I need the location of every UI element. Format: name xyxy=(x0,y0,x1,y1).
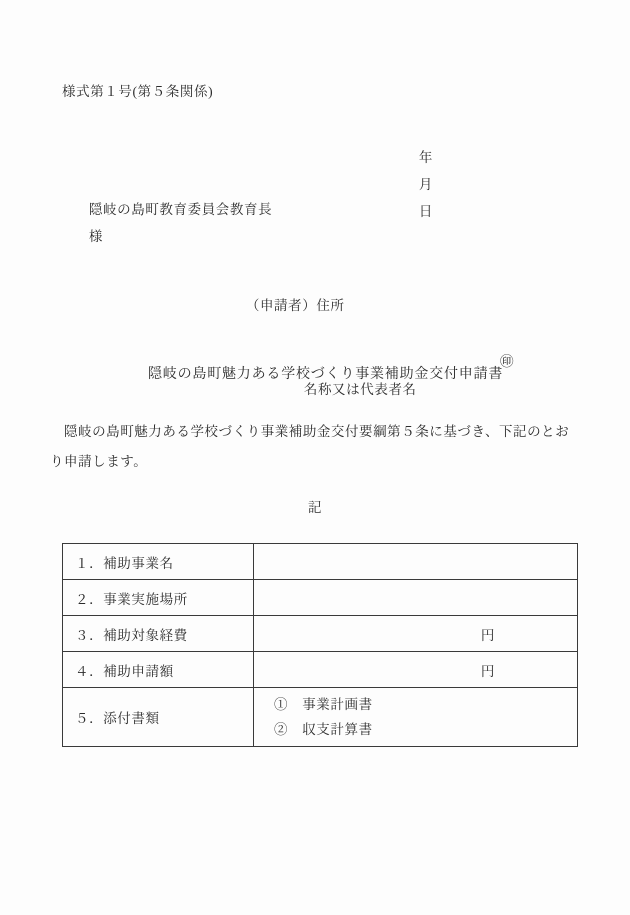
applicant-prefix: （申請者） xyxy=(245,298,317,313)
attachment-item-1: ① 事業計画書 xyxy=(274,697,373,712)
row-label-3: ３．補助対象経費 xyxy=(63,616,254,652)
row-value-3[interactable] xyxy=(254,616,578,652)
form-number: 様式第１号(第５条関係) xyxy=(62,84,214,99)
date-month-label: 月 xyxy=(418,176,434,192)
table-row xyxy=(63,616,578,652)
date-day-label: 日 xyxy=(418,203,434,219)
row-value-5[interactable] xyxy=(254,688,578,747)
addressee-honorific: 様 xyxy=(88,228,104,244)
applicant-address-label: 住所 xyxy=(316,298,345,313)
applicant-name-label: 名称又は代表者名 xyxy=(303,382,417,397)
date-line xyxy=(403,137,445,232)
table-row xyxy=(63,544,578,580)
row-unit-3: 円 xyxy=(480,627,495,643)
row-label-1: １．補助事業名 xyxy=(63,544,254,580)
addressee-name: 隠岐の島町教育委員会教育長 xyxy=(88,201,273,217)
application-form-table xyxy=(62,543,578,747)
table-row xyxy=(63,652,578,688)
attachment-item-2: ② 収支計算書 xyxy=(274,722,373,737)
row-label-4: ４．補助申請額 xyxy=(63,652,254,688)
row-value-2[interactable] xyxy=(254,580,578,616)
row-value-1[interactable] xyxy=(254,544,578,580)
addressee-line xyxy=(73,189,272,257)
body-paragraph xyxy=(50,417,590,477)
table-row xyxy=(63,688,578,747)
attachment-list xyxy=(264,688,567,746)
row-value-4[interactable] xyxy=(254,652,578,688)
applicant-address-row xyxy=(222,264,417,348)
table-row xyxy=(63,580,578,616)
ki-marker: 記 xyxy=(307,500,323,515)
body-line-2: り申請します。 xyxy=(50,454,148,469)
seal-icon: ㊞ xyxy=(500,354,515,369)
page-title: 隠岐の島町魅力ある学校づくり事業補助金交付申請書 xyxy=(148,367,504,382)
date-year-label: 年 xyxy=(418,149,434,165)
body-line-1: 隠岐の島町魅力ある学校づくり事業補助金交付要綱第５条に基づき、下記のとお xyxy=(64,424,570,439)
row-label-2: ２．事業実施場所 xyxy=(63,580,254,616)
row-unit-4: 円 xyxy=(480,663,495,679)
row-label-5: ５．添付書類 xyxy=(63,688,254,747)
